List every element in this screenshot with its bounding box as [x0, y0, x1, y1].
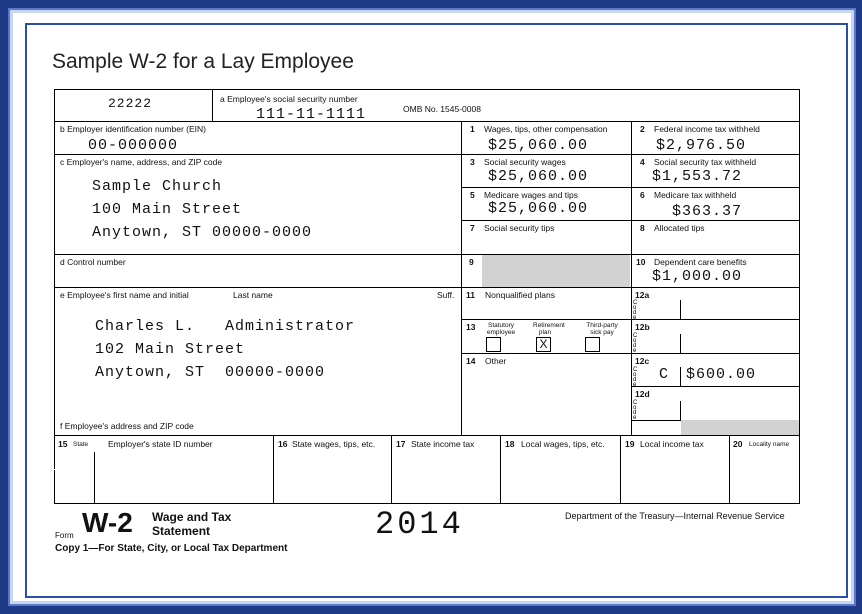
ein-label: b Employer identification number (EIN) [60, 124, 206, 134]
box13-number: 13 [466, 322, 476, 332]
box12b-label: 12b [635, 322, 650, 332]
box14-label: Other [485, 356, 507, 366]
thirdparty-label: Third-party sick pay [586, 322, 618, 336]
statutory-label: Statutory employee [486, 322, 516, 336]
last-name-label: Last name [233, 290, 273, 300]
box14-number: 14 [466, 356, 476, 366]
box3-label: Social security wages [484, 157, 566, 167]
box5-value: $25,060.00 [488, 200, 589, 217]
box1-value: $25,060.00 [488, 137, 589, 154]
box20-label: Locality name [749, 441, 790, 448]
box16-label: State wages, tips, etc. [292, 439, 376, 449]
employee-line-2: 102 Main Street [95, 341, 246, 358]
box4-label: Social security tax withheld [654, 157, 757, 167]
statutory-checkbox[interactable] [486, 337, 501, 352]
box9-shade [482, 255, 630, 287]
box12a-code-side: C o d e [633, 300, 638, 321]
box1-label: Wages, tips, other compensation [484, 124, 608, 134]
box15-number: 15 [58, 439, 68, 449]
box15-id-label: Employer's state ID number [108, 439, 213, 449]
box19-label: Local income tax [640, 439, 704, 449]
thirdparty-checkbox[interactable] [585, 337, 600, 352]
box4-number: 4 [640, 157, 645, 167]
box3-value: $25,060.00 [488, 168, 589, 185]
box10-number: 10 [636, 257, 646, 267]
box15-state-label: State [73, 441, 89, 448]
control-number-label: d Control number [60, 257, 126, 267]
w2-title: W-2 [82, 507, 133, 538]
box5-label: Medicare wages and tips [484, 190, 579, 200]
box19-number: 19 [625, 439, 635, 449]
box2-label: Federal income tax withheld [654, 124, 760, 134]
employer-line-3: Anytown, ST 00000-0000 [92, 224, 313, 241]
box20-number: 20 [733, 439, 743, 449]
box8-label: Allocated tips [654, 223, 705, 233]
box8-number: 8 [640, 223, 645, 233]
ssn-value: 111-11-1111 [256, 106, 367, 123]
box4-value: $1,553.72 [652, 168, 743, 185]
employer-line-2: 100 Main Street [92, 201, 243, 218]
ein-value: 00-000000 [88, 137, 179, 154]
box12c-code: C [659, 366, 670, 383]
employer-line-1: Sample Church [92, 178, 223, 195]
retirement-checkbox[interactable]: X [536, 337, 551, 352]
box10-label: Dependent care benefits [654, 257, 747, 267]
statement-line-2: Statement [152, 524, 211, 538]
box12b-code-side: C o d e [633, 333, 638, 354]
box11-label: Nonqualified plans [485, 290, 555, 300]
employee-name-label: e Employee's first name and initial [60, 290, 189, 300]
box1-number: 1 [470, 124, 475, 134]
box18-label: Local wages, tips, etc. [521, 439, 605, 449]
box17-number: 17 [396, 439, 406, 449]
page-title: Sample W-2 for a Lay Employee [52, 50, 354, 73]
box12-shade [681, 420, 799, 435]
suff-label: Suff. [437, 290, 455, 300]
box3-number: 3 [470, 157, 475, 167]
box6-number: 6 [640, 190, 645, 200]
box11-number: 11 [466, 290, 475, 300]
omb-number: OMB No. 1545-0008 [403, 104, 481, 114]
box2-value: $2,976.50 [656, 137, 747, 154]
ssn-label: a Employee's social security number [220, 94, 358, 104]
box6-label: Medicare tax withheld [654, 190, 737, 200]
employee-line-3: Anytown, ST 00000-0000 [95, 364, 326, 381]
box6-value: $363.37 [672, 203, 743, 220]
box7-label: Social security tips [484, 223, 555, 233]
box7-number: 7 [470, 223, 475, 233]
box10-value: $1,000.00 [652, 268, 743, 285]
employee-address-label: f Employee's address and ZIP code [60, 421, 194, 431]
box12a-label: 12a [635, 290, 650, 300]
employee-line-1: Charles L. Administrator [95, 318, 356, 335]
box18-number: 18 [505, 439, 515, 449]
box12d-label: 12d [635, 389, 650, 399]
box12d-code-side: C o d e [633, 400, 638, 421]
statement-line-1: Wage and Tax [152, 510, 232, 524]
box9-number: 9 [469, 257, 474, 267]
box12c-code-side: C o d e [633, 367, 638, 388]
box16-number: 16 [278, 439, 288, 449]
employer-label: c Employer's name, address, and ZIP code [60, 157, 223, 167]
box5-number: 5 [470, 190, 475, 200]
retirement-label: Retirement plan [533, 322, 565, 336]
department-text: Department of the Treasury—Internal Revenue Service [565, 511, 785, 521]
box2-number: 2 [640, 124, 645, 134]
form-word: Form [55, 531, 74, 540]
copy-text: Copy 1—For State, City, or Local Tax Department [55, 543, 288, 554]
control-code: 22222 [108, 96, 153, 111]
tax-year: 2014 [375, 506, 464, 543]
box17-label: State income tax [411, 439, 475, 449]
box12c-label: 12c [635, 356, 650, 366]
box12c-value: $600.00 [686, 366, 757, 383]
